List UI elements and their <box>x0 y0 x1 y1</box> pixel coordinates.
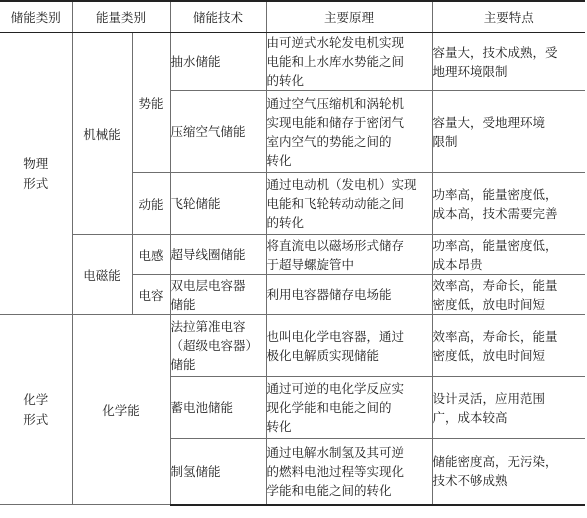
features-cell <box>432 315 585 377</box>
features-cell <box>432 275 585 315</box>
principle-cell <box>266 377 432 439</box>
principle-text: 由可逆式水轮发电机实现 电能和上水库水势能之间 的转化 <box>266 35 405 88</box>
subtype-potential <box>132 33 170 173</box>
tech-label: 压缩空气储能 <box>170 124 246 139</box>
subtype-kinetic-label: 动能 <box>138 196 164 212</box>
header-row <box>0 1 585 33</box>
features-cell <box>432 235 585 275</box>
tech-cell <box>170 315 266 377</box>
header-storage-category: 储能类别 <box>0 1 72 33</box>
principle-cell <box>266 33 432 91</box>
tech-cell <box>170 235 266 275</box>
energy-mechanical <box>72 33 132 235</box>
tech-cell <box>170 91 266 173</box>
tech-label: 法拉第准电容 （超级电容器） 储能 <box>170 319 259 372</box>
table-row <box>0 315 585 377</box>
principle-text: 将直流电以磁场形式储存 于超导螺旋管中 <box>266 237 405 272</box>
energy-electromagnetic-label: 电磁能 <box>83 267 121 283</box>
tech-label: 抽水储能 <box>170 54 221 69</box>
principle-cell <box>266 173 432 235</box>
principle-text: 也叫电化学电容器，通过 极化电解质实现储能 <box>266 328 405 363</box>
header-energy-category: 能量类别 <box>72 1 170 33</box>
header-storage-technology: 储能技术 <box>170 1 266 33</box>
category-chemical <box>0 315 72 505</box>
table-row <box>0 235 585 275</box>
subtype-inductance-label: 电感 <box>138 247 164 263</box>
tech-cell <box>170 275 266 315</box>
features-cell <box>432 33 585 91</box>
tech-label: 制氢储能 <box>170 463 221 479</box>
features-text: 容量大，技术成熟，受 地理环境限制 <box>432 44 558 79</box>
features-text: 储能密度高，无污染， 技术不够成熟 <box>432 454 558 489</box>
features-text: 容量大，受地理环境 限制 <box>432 114 546 149</box>
tech-label: 超导线圈储能 <box>170 247 246 262</box>
features-cell <box>432 377 585 439</box>
principle-cell <box>266 91 432 173</box>
subtype-inductance <box>132 235 170 275</box>
features-text: 功率高，能量密度低， 成本高，技术需要完善 <box>432 186 558 221</box>
tech-cell <box>170 33 266 91</box>
tech-cell <box>170 377 266 439</box>
subtype-potential-label: 势能 <box>138 95 164 111</box>
principle-text: 通过空气压缩机和涡轮机 实现电能和储存于密闭气 室内空气的势能之间的 转化 <box>266 95 405 168</box>
energy-mechanical-label: 机械能 <box>83 126 121 142</box>
category-physical <box>0 33 72 315</box>
category-physical-label: 物理 形式 <box>23 155 49 191</box>
table-row <box>0 33 585 91</box>
principle-text: 利用电容器储存电场能 <box>266 287 392 302</box>
principle-cell <box>266 315 432 377</box>
features-text: 设计灵活，应用范围 广，成本较高 <box>432 390 546 425</box>
features-cell <box>432 173 585 235</box>
category-chemical-label: 化学 形式 <box>23 391 49 427</box>
principle-text: 通过电动机（发电机）实现 电能和飞轮转动动能之间 的转化 <box>266 177 417 230</box>
energy-chemical-label: 化学能 <box>102 402 140 418</box>
features-text: 效率高，寿命长，能量 密度低，放电时间短 <box>432 328 558 363</box>
tech-cell <box>170 173 266 235</box>
principle-cell <box>266 439 432 505</box>
features-text: 效率高，寿命长，能量 密度低，放电时间短 <box>432 277 558 312</box>
principle-text: 通过可逆的电化学反应实 现化学能和电能之间的 转化 <box>266 381 405 434</box>
energy-electromagnetic <box>72 235 132 315</box>
features-text: 功率高，能量密度低， 成本昂贵 <box>432 237 558 272</box>
energy-chemical <box>72 315 170 505</box>
header-main-principle: 主要原理 <box>266 1 432 33</box>
subtype-kinetic <box>132 173 170 235</box>
principle-cell <box>266 235 432 275</box>
principle-text: 通过电解水制氢及其可逆 的燃料电池过程等实现化 学能和电能之间的转化 <box>266 444 405 498</box>
features-cell <box>432 439 585 505</box>
tech-label: 飞轮储能 <box>170 196 221 211</box>
tech-label: 双电层电容器 储能 <box>170 277 246 312</box>
principle-cell <box>266 275 432 315</box>
tech-label: 蓄电池储能 <box>170 400 234 415</box>
tech-cell <box>170 439 266 505</box>
subtype-capacitance-label: 电容 <box>138 287 164 303</box>
subtype-capacitance <box>132 275 170 315</box>
features-cell <box>432 91 585 173</box>
header-main-features: 主要特点 <box>432 1 585 33</box>
